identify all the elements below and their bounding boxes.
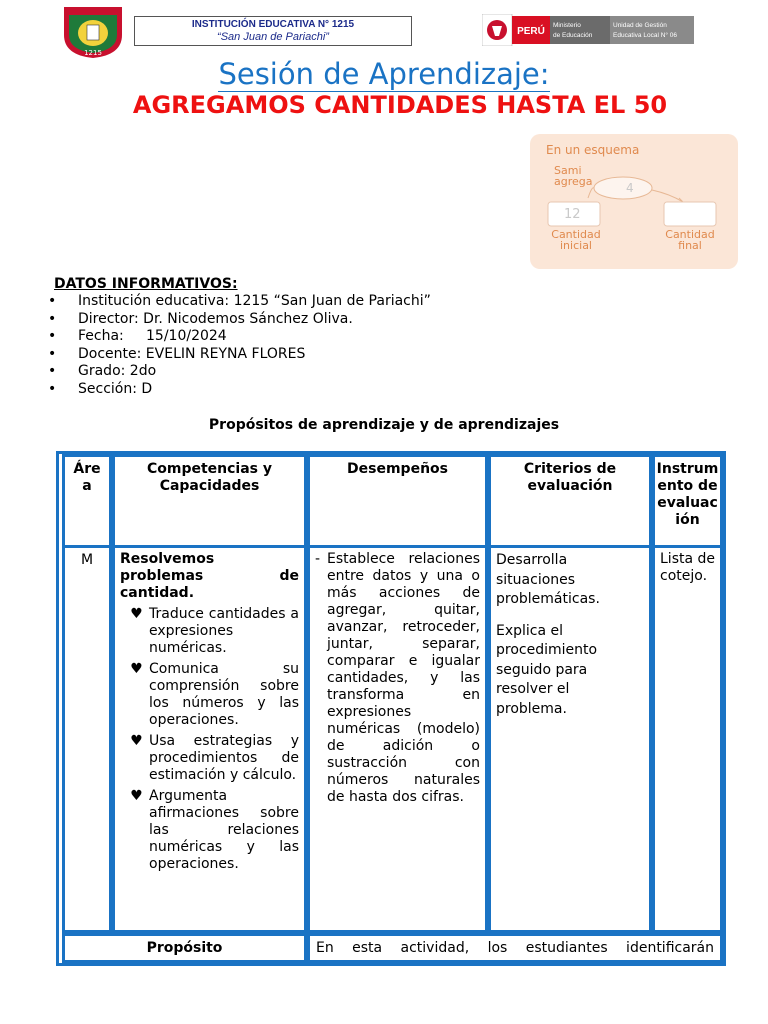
purposes-heading: Propósitos de aprendizaje y de aprendizajes [208, 417, 560, 433]
heart-icon: ♥ [130, 788, 143, 804]
datos-item: • Docente: EVELIN REYNA FLORES [48, 345, 306, 362]
topic-title: AGREGAMOS CANTIDADES HASTA EL 50 [132, 91, 668, 119]
schema-title: En un esquema [546, 143, 640, 157]
header-competencias: Competencias y Capacidades [112, 454, 307, 548]
desempeno-text: Establece relaciones entre datos y una o más acciones de agregar, quitar, avanzar, retroceder, juntar, separar, comparar e igualar cantidades, y las transforma en expresiones numéricas (modelo) de adición o sustracción con números naturales de hasta dos cifras. [327, 551, 480, 805]
criterio-item: Desarrolla situaciones problemáticas. [496, 552, 600, 607]
desempeno-dash: - [315, 551, 321, 567]
datos-item: • Grado: 2do [48, 363, 157, 379]
school-logo-number: 1215 [84, 49, 102, 57]
institution-box [134, 16, 412, 46]
cell-criterios [488, 545, 652, 933]
peru-label: PERÚ [517, 26, 545, 37]
session-title: Sesión de Aprendizaje: [218, 57, 550, 91]
ministry-name: Ministerio de Educación [553, 22, 593, 39]
schema-initial-value: 12 [564, 207, 581, 222]
capacidad-item: ♥ Argumenta afirmaciones sobre las relaciones numéricas y las operaciones. [120, 788, 299, 873]
proposito-label: Propósito [62, 933, 307, 963]
datos-item: • Sección: D [48, 380, 153, 397]
header-criterios: Criterios de evaluación [488, 454, 652, 548]
header-area: Área [62, 454, 112, 548]
proposito-text: En esta actividad, los estudiantes identificarán [307, 933, 723, 963]
purposes-table [56, 451, 726, 966]
ministry-logo [482, 14, 694, 46]
heart-icon: ♥ [130, 733, 143, 749]
datos-heading: DATOS INFORMATIVOS: [54, 276, 238, 292]
schema-initial-label: Cantidad inicial [551, 228, 601, 252]
datos-item: • Institución educativa: 1215 “San Juan de Pariachi” [48, 293, 431, 309]
schema-illustration [530, 134, 738, 269]
competencia-title: Resolvemos problemas de cantidad. [120, 551, 299, 601]
header-desempenos: Desempeños [307, 454, 488, 548]
institution-name: INSTITUCIÓN EDUCATIVA N° 1215 [191, 19, 355, 30]
capacidades-list [120, 606, 299, 873]
cell-desempenos [307, 545, 488, 933]
header-instrumento: Instrumento de evaluación [652, 454, 723, 548]
institution-nickname: “San Juan de Pariachi” [217, 31, 329, 43]
capacidad-item: ♥ Traduce cantidades a expresiones numéricas. [120, 606, 299, 657]
capacidad-item: ♥ Comunica su comprensión sobre los números y las operaciones. [120, 661, 299, 729]
schema-added-value: 4 [626, 181, 634, 195]
heart-icon: ♥ [130, 661, 143, 677]
criterio-item: Explica el procedimiento seguido para resolver el problema. [496, 622, 598, 717]
cell-competencias [112, 545, 307, 933]
heart-icon: ♥ [130, 606, 143, 622]
datos-item: • Director: Dr. Nicodemos Sánchez Oliva. [48, 310, 353, 327]
school-logo [60, 5, 126, 59]
ugel-name: Unidad de Gestión Educativa Local N° 06 [613, 22, 678, 39]
schema-actor: Sami agrega [554, 164, 593, 188]
schema-final-label: Cantidad final [665, 228, 715, 252]
datos-list [48, 293, 431, 398]
cell-area: M [62, 545, 112, 933]
capacidad-item: ♥ Usa estrategias y procedimientos de estimación y cálculo. [120, 733, 299, 784]
cell-instrumento: Lista de cotejo. [652, 545, 723, 933]
datos-item: • Fecha: 15/10/2024 [48, 328, 227, 344]
